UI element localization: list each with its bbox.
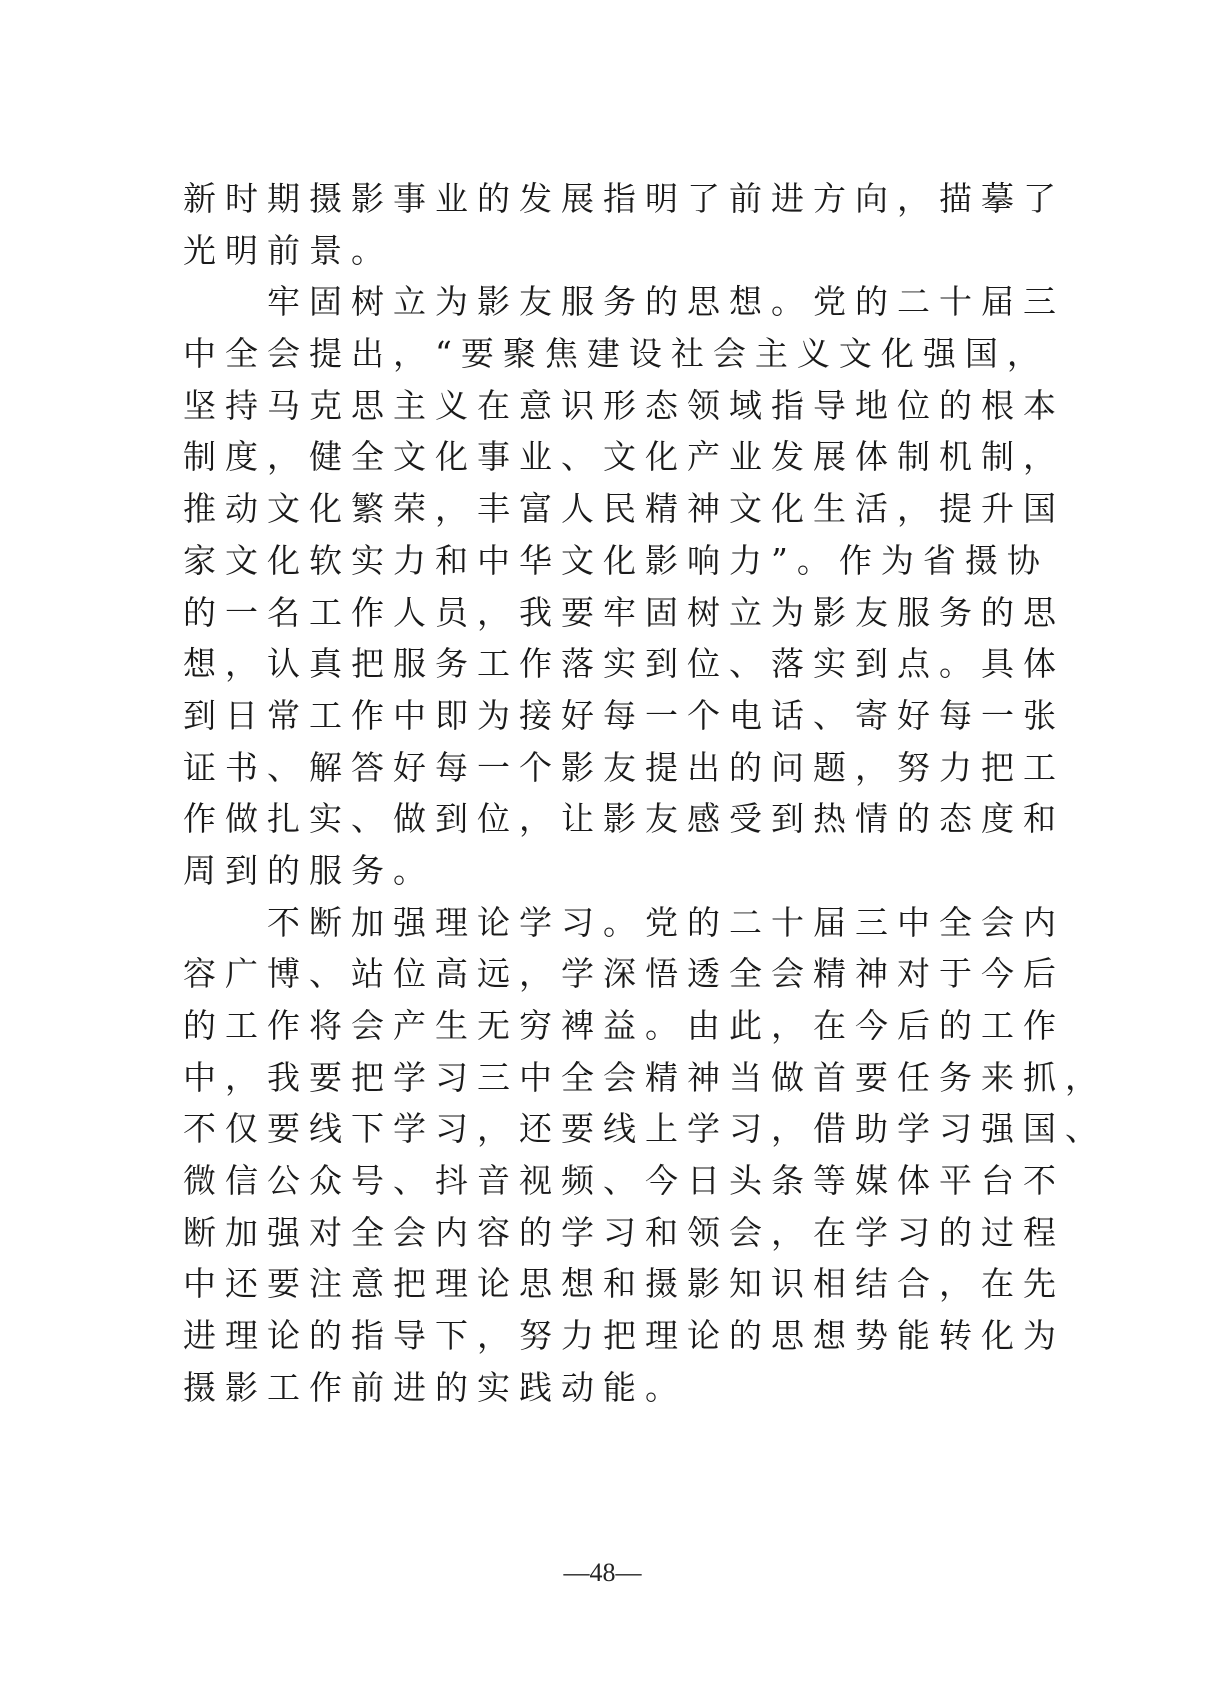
text-line: 证书、解答好每一个影友提出的问题，努力把工 <box>183 747 1065 787</box>
text-line: 家文化软实力和中华文化影响力”。作为省摄协 <box>183 540 1049 580</box>
text-line: 作做扎实、做到位，让影友感受到热情的态度和 <box>183 799 1065 839</box>
paragraph-continued <box>183 173 1065 276</box>
text-line: 不仅要线下学习，还要线上学习，借助学习强国、 <box>183 1109 1107 1149</box>
text-line: 进理论的指导下，努力把理论的思想势能转化为 <box>183 1316 1065 1356</box>
text-line: 微信公众号、抖音视频、今日头条等媒体平台不 <box>183 1161 1065 1201</box>
text-line: 不断加强理论学习。党的二十届三中全会内 <box>267 902 1065 942</box>
text-line: 中，我要把学习三中全会精神当做首要任务来抓， <box>183 1057 1107 1097</box>
text-line: 的工作将会产生无穷裨益。由此，在今后的工作 <box>183 1006 1065 1045</box>
paragraph-theory-study <box>183 897 1107 1414</box>
paragraph-serve-members <box>183 276 1065 896</box>
text-line: 坚持马克思主义在意识形态领域指导地位的根本 <box>183 385 1065 425</box>
page-number: —48— <box>563 1558 642 1587</box>
text-line: 容广博、站位高远，学深悟透全会精神对于今后 <box>183 954 1065 994</box>
text-line: 中全会提出，“要聚焦建设社会主义文化强国， <box>183 334 1049 374</box>
text-line: 牢固树立为影友服务的思想。党的二十届三 <box>267 282 1065 322</box>
text-line: 光明前景。 <box>183 230 393 270</box>
text-line: 制度，健全文化事业、文化产业发展体制机制， <box>183 437 1065 477</box>
text-line: 推动文化繁荣，丰富人民精神文化生活，提升国 <box>183 489 1065 529</box>
body-text <box>183 173 1107 1414</box>
text-line: 的一名工作人员，我要牢固树立为影友服务的思 <box>183 592 1065 632</box>
text-line: 周到的服务。 <box>183 850 435 890</box>
text-line: 想，认真把服务工作落实到位、落实到点。具体 <box>183 644 1065 684</box>
text-line: 断加强对全会内容的学习和领会，在学习的过程 <box>183 1212 1065 1252</box>
text-line: 摄影工作前进的实践动能。 <box>183 1367 687 1407</box>
text-line: 到日常工作中即为接好每一个电话、寄好每一张 <box>183 695 1065 735</box>
text-line: 中还要注意把理论思想和摄影知识相结合，在先 <box>183 1264 1065 1304</box>
text-line: 新时期摄影事业的发展指明了前进方向，描摹了 <box>183 179 1065 218</box>
